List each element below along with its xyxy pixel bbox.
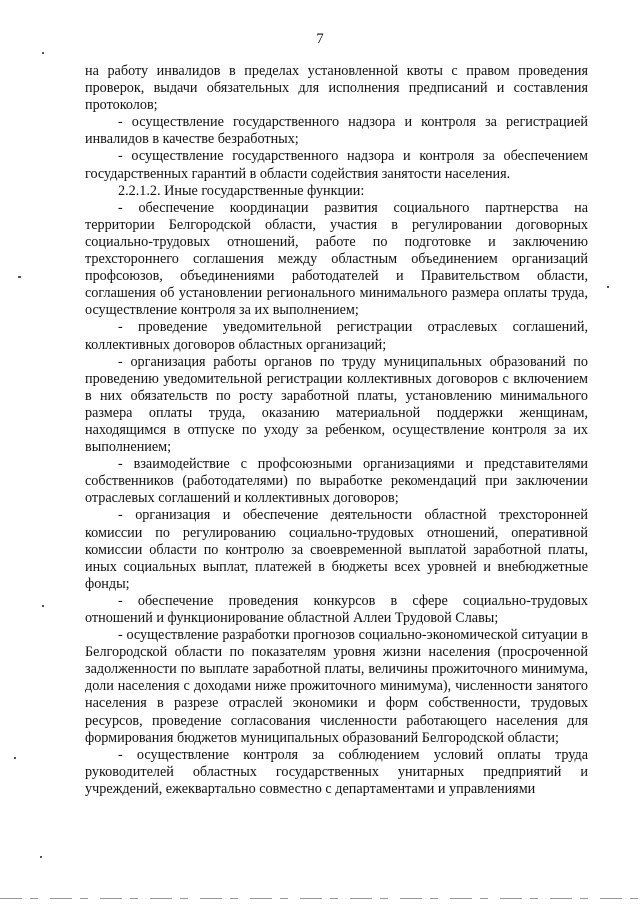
scan-edge-line xyxy=(0,898,640,899)
scan-speck xyxy=(18,276,21,278)
scan-speck xyxy=(607,286,609,288)
document-body xyxy=(85,63,588,798)
paragraph: - проведение уведомительной регистрации отраслевых соглашений, коллективных договоров областных организаций; xyxy=(85,319,588,353)
paragraph: - осуществление контроля за соблюдением условий оплаты труда руководителей областных государственных унитарных предприятий и учреждений, ежеквартально совместно с департаментами и управлениями xyxy=(85,746,588,797)
scan-speck xyxy=(40,856,42,858)
section-heading: 2.2.1.2. Иные государственные функции: xyxy=(118,182,365,199)
paragraph: - осуществление государственного надзора и контроля за обеспечением государственных гарантий в области содействия занятости населения. xyxy=(85,148,588,182)
paragraph: на работу инвалидов в пределах установленной квоты с правом проведения проверок, выдачи обязательных для исполнения предписаний и составления протоколов; xyxy=(85,63,588,114)
scan-speck xyxy=(14,757,16,759)
scan-speck xyxy=(42,52,44,54)
paragraph: - взаимодействие с профсоюзными организациями и представителями собственников (работодателями) по выработке рекомендаций при заключении отраслевых соглашений и коллективных договоров; xyxy=(85,456,588,507)
scan-speck xyxy=(42,605,44,607)
paragraph: - организация работы органов по труду муниципальных образований по проведению уведомительной регистрации коллективных договоров с включением в них обязательств по росту заработной платы, установлению минимального размера оплаты труда, оказанию материальной поддержки женщинам, находящимся в отпуске по уходу за ребенком, осуществление контроля за их выполнением; xyxy=(85,353,588,456)
paragraph: - осуществление разработки прогнозов социально-экономической ситуации в Белгородской области по показателям уровня жизни населения (просроченной задолженности по выплате заработной платы, величины прожиточного минимума, доли населения с доходами ниже прожиточного минимума), численности занятого населения в разрезе отраслей экономики и форм собственности, трудовых ресурсов, проведение согласования численности работающего населения для формирования бюджетов муниципальных образований Белгородской области; xyxy=(85,627,588,746)
paragraph: - организация и обеспечение деятельности областной трехсторонней комиссии по регулированию социально-трудовых отношений, оперативной комиссии области по контролю за своевременной выплатой заработной платы, иных социальных выплат, платежей в бюджеты всех уровней и внебюджетные фонды; xyxy=(85,507,588,592)
page-number: 7 xyxy=(316,31,324,47)
paragraph: - обеспечение проведения конкурсов в сфере социально-трудовых отношений и функционирование областной Аллеи Трудовой Славы; xyxy=(85,592,588,626)
paragraph: - осуществление государственного надзора и контроля за регистрацией инвалидов в качестве безработных; xyxy=(85,114,588,148)
paragraph: - обеспечение координации развития социального партнерства на территории Белгородской области, участия в регулировании договорных социально-трудовых отношений, работе по подготовке и заключению трехстороннего соглашения между областным объединением организаций профсоюзов, объединениями работодателей и Правительством области, соглашения об установлении регионального минимального размера оплаты труда, осуществление контроля за их выполнением; xyxy=(85,199,588,319)
